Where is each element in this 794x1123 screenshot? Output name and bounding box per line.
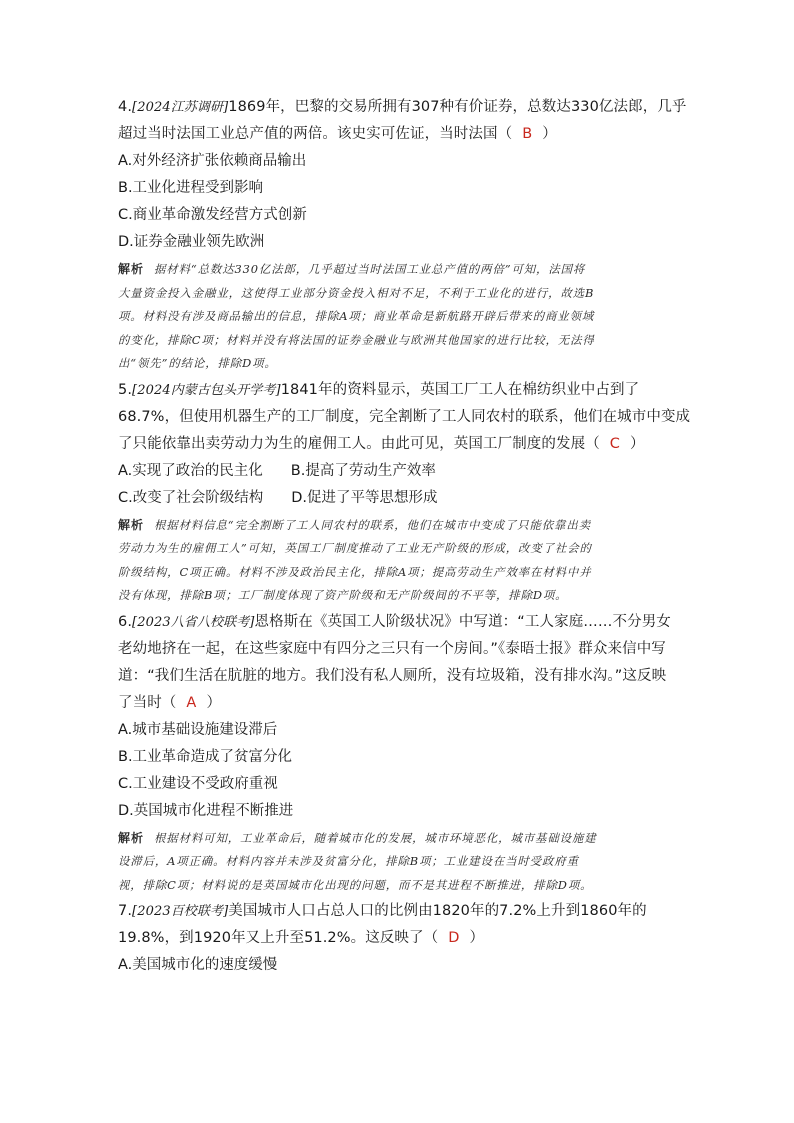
explanation-line: 项。材料没有涉及商品输出的信息，排除A项；商业革命是新航路开辟后带来的商业领域 bbox=[118, 309, 595, 323]
explanation-label: 解析 bbox=[118, 830, 145, 845]
question-stem-line: 老幼地挤在一起，在这些家庭中有四分之三只有一个房间。”《泰晤士报》群众来信中写 bbox=[118, 640, 666, 657]
question-stem-line bbox=[118, 925, 678, 952]
explanation-line: 出“领先”的结论，排除D项。 bbox=[118, 356, 277, 370]
explanation-line bbox=[118, 514, 678, 538]
question-source: [2023百校联考] bbox=[132, 904, 229, 919]
question-number: 7. bbox=[118, 903, 133, 919]
question-stem-line bbox=[118, 377, 678, 404]
explanation-line: 的变化，排除C项；材料并没有将法国的证券金融业与欧洲其他国家的进行比较，无法得 bbox=[118, 332, 595, 347]
bracket-close: ） bbox=[206, 694, 222, 711]
answer-letter: D bbox=[448, 930, 460, 946]
option-d: D.证券金融业领先欧洲 bbox=[118, 234, 265, 250]
question-stem-line bbox=[118, 121, 678, 148]
explanation-text: 据材料“总数达330亿法郎，几乎超过当时法国工业总产值的两倍”可知，法国将 bbox=[154, 262, 586, 276]
question-text: 了只能依靠出卖劳动力为生的雇佣工人。由此可见，英国工厂制度的发展（ bbox=[118, 435, 600, 452]
explanation bbox=[118, 514, 678, 608]
question-number: 6. bbox=[118, 613, 133, 630]
explanation-line bbox=[118, 258, 678, 282]
option-c: C.商业革命激发经营方式创新 bbox=[118, 207, 307, 223]
explanation bbox=[118, 827, 678, 898]
explanation-line: 大量资金投入金融业，这使得工业部分资金投入相对不足，不利于工业化的进行，故选B bbox=[118, 285, 595, 300]
bracket-close: ） bbox=[630, 435, 645, 452]
explanation bbox=[118, 258, 678, 376]
bracket-close: ） bbox=[542, 126, 557, 142]
answer-letter: A bbox=[186, 694, 197, 711]
option-c: C.改变了社会阶级结构 bbox=[118, 489, 264, 506]
answer-letter: C bbox=[609, 435, 621, 452]
question-text: 超过当时法国工业总产值的两倍。该史实可佐证，当时法国（ bbox=[118, 126, 513, 142]
question-text: 1841年的资料显示，英国工厂工人在棉纺织业中占到了 bbox=[280, 381, 640, 398]
option-a: A.美国城市化的速度缓慢 bbox=[118, 957, 278, 973]
option-a: A.对外经济扩张依赖商品输出 bbox=[118, 153, 307, 169]
option-row bbox=[118, 458, 678, 485]
question-text: 恩格斯在《英国工人阶级状况》中写道：“工人家庭……不分男女 bbox=[254, 613, 671, 630]
explanation-label: 解析 bbox=[118, 262, 145, 276]
option-a: A.城市基础设施建设滞后 bbox=[118, 721, 278, 738]
explanation-line bbox=[118, 827, 678, 851]
option-b: B.提高了劳动生产效率 bbox=[290, 462, 436, 479]
question-stem-line: 道：“我们生活在肮脏的地方。我们没有私人厕所，没有垃圾箱，没有排水沟。”这反映 bbox=[118, 667, 667, 684]
question-number: 4. bbox=[118, 99, 133, 115]
explanation-label: 解析 bbox=[118, 517, 145, 532]
question-stem-line: 68.7%，但使用机器生产的工厂制度，完全割断了工人同农村的联系，他们在城市中变成 bbox=[118, 408, 691, 425]
question-source: [2023八省八校联考] bbox=[132, 614, 255, 630]
answer-letter: B bbox=[522, 126, 533, 142]
question-stem-line bbox=[118, 431, 678, 458]
question-stem-line bbox=[118, 94, 687, 121]
question-number: 5. bbox=[118, 381, 133, 398]
question-stem-line bbox=[118, 898, 678, 925]
explanation-line: 没有体现，排除B项；工厂制度体现了资产阶级和无产阶级间的不平等，排除D项。 bbox=[118, 588, 568, 602]
explanation-line: 阶级结构，C项正确。材料不涉及政治民主化，排除A项；提高劳动生产效率在材料中并 bbox=[118, 564, 592, 579]
explanation-text: 根据材料信息“完全割断了工人同农村的联系，他们在城市中变成了只能依靠出卖 bbox=[154, 517, 591, 532]
question-text: 1869年，巴黎的交易所拥有307种有价证券，总数达330亿法郎，几乎 bbox=[228, 99, 687, 115]
question-text: 美国城市人口占总人口的比例由1820年的7.2%上升到1860年的 bbox=[228, 903, 647, 919]
question-text: 19.8%，到1920年又上升至51.2%。这反映了（ bbox=[118, 930, 439, 946]
document-page bbox=[118, 94, 691, 979]
option-b: B.工业化进程受到影响 bbox=[118, 180, 264, 196]
option-row bbox=[118, 485, 678, 512]
option-d: D.英国城市化进程不断推进 bbox=[118, 802, 294, 819]
option-c: C.工业建设不受政府重视 bbox=[118, 775, 278, 792]
explanation-line: 劳动力为生的雇佣工人”可知，英国工厂制度推动了工业无产阶级的形成，改变了社会的 bbox=[118, 541, 592, 555]
explanation-line: 设滞后，A项正确。材料内容并未涉及贫富分化，排除B项；工业建设在当时受政府重 bbox=[118, 854, 579, 868]
question-source: [2024内蒙古包头开学考] bbox=[132, 382, 281, 398]
question-text: 了当时（ bbox=[118, 694, 177, 711]
question-stem-line bbox=[118, 690, 678, 717]
question-4 bbox=[118, 94, 687, 376]
explanation-line: 视，排除C项；材料说的是英国城市化出现的问题，而不是其进程不断推进，排除D项。 bbox=[118, 877, 593, 892]
bracket-close: ） bbox=[469, 930, 485, 946]
question-7 bbox=[118, 898, 678, 979]
option-a: A.实现了政治的民主化 bbox=[118, 462, 263, 479]
question-5 bbox=[118, 377, 691, 608]
question-source: [2024江苏调研] bbox=[132, 100, 229, 115]
question-6 bbox=[118, 609, 678, 898]
option-d: D.促进了平等思想形成 bbox=[291, 489, 438, 506]
option-b: B.工业革命造成了贫富分化 bbox=[118, 748, 293, 765]
question-stem-line bbox=[118, 609, 678, 636]
explanation-text: 根据材料可知，工业革命后，随着城市化的发展，城市环境恶化，城市基础设施建 bbox=[154, 830, 597, 845]
